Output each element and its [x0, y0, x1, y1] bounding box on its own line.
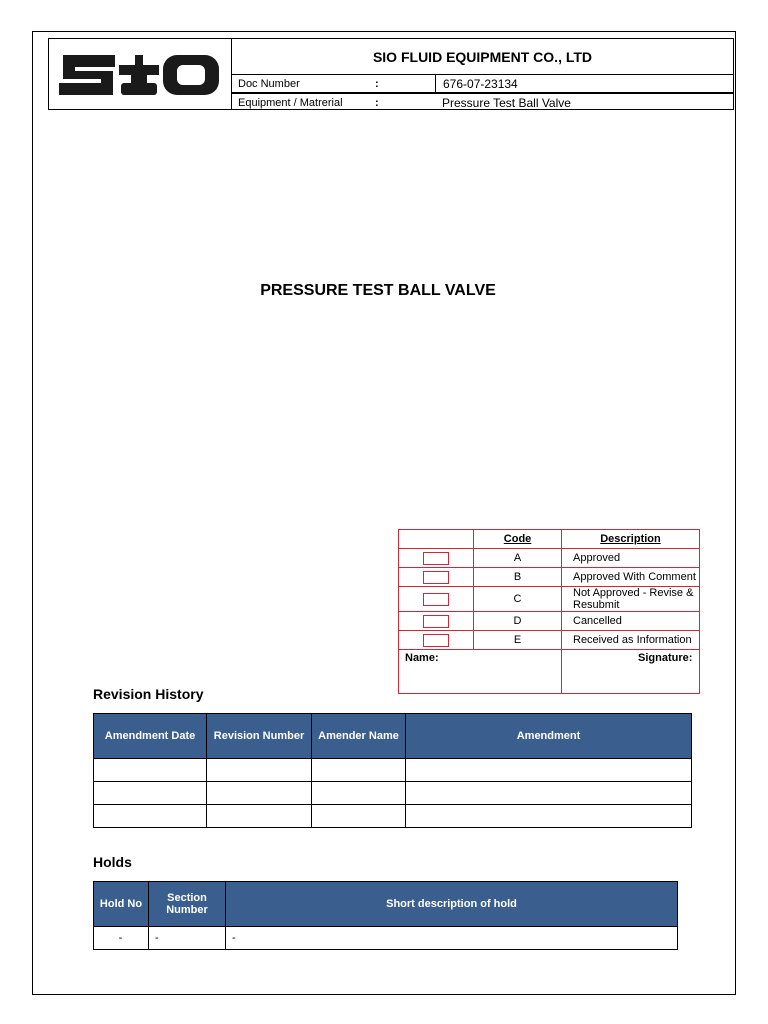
document-header: [48, 38, 734, 110]
table-cell[interactable]: [207, 805, 312, 828]
table-cell[interactable]: [312, 782, 406, 805]
code-row-a: [399, 549, 700, 568]
checkbox-e[interactable]: [399, 631, 474, 650]
checkbox-d[interactable]: [399, 612, 474, 631]
company-logo: [49, 39, 232, 109]
column-amender-name: Amender Name: [312, 714, 406, 759]
revision-history-title: Revision History: [93, 686, 204, 702]
holds-table: [93, 881, 678, 950]
code-b: B: [474, 568, 562, 587]
equipment-separator: :: [375, 96, 379, 109]
table-cell[interactable]: [406, 782, 692, 805]
checkbox-column-header: [399, 530, 474, 549]
doc-number-separator: :: [375, 77, 379, 90]
checkbox-a[interactable]: [399, 549, 474, 568]
table-cell[interactable]: [94, 805, 207, 828]
code-header: Code: [474, 530, 562, 549]
column-short-description: Short description of hold: [226, 882, 678, 927]
table-cell[interactable]: -: [149, 927, 226, 950]
code-row-b: [399, 568, 700, 587]
document-title: PRESSURE TEST BALL VALVE: [260, 282, 496, 299]
code-a: A: [474, 549, 562, 568]
sio-logo-icon: [57, 51, 221, 99]
column-amendment: Amendment: [406, 714, 692, 759]
table-cell[interactable]: [94, 782, 207, 805]
table-cell[interactable]: [406, 805, 692, 828]
signature-field[interactable]: [562, 650, 700, 694]
code-d: D: [474, 612, 562, 631]
description-header: Description: [562, 530, 700, 549]
doc-number-row: [232, 75, 733, 93]
table-cell[interactable]: [312, 759, 406, 782]
doc-number-value: 676-07-23134: [435, 75, 518, 92]
signature-label: Signature:: [638, 652, 693, 664]
column-revision-number: Revision Number: [207, 714, 312, 759]
code-e: E: [474, 631, 562, 650]
equipment-label: Equipment / Matrerial: [238, 96, 343, 109]
table-cell[interactable]: -: [226, 927, 678, 950]
description-e: Received as Information: [562, 631, 700, 650]
table-cell[interactable]: [406, 759, 692, 782]
holds-table-header: [94, 882, 678, 927]
revision-table-header: [94, 714, 692, 759]
description-d: Cancelled: [562, 612, 700, 631]
column-section-number: Section Number: [149, 882, 226, 927]
page-frame: [32, 31, 736, 995]
table-cell[interactable]: [207, 759, 312, 782]
description-b: Approved With Comment: [562, 568, 700, 587]
table-cell[interactable]: [94, 759, 207, 782]
name-label: Name:: [405, 652, 439, 664]
doc-number-label: Doc Number: [238, 77, 300, 90]
approval-code-table: [398, 529, 700, 694]
code-row-e: [399, 631, 700, 650]
checkbox-c[interactable]: [399, 587, 474, 612]
name-field[interactable]: [399, 650, 562, 694]
column-amendment-date: Amendment Date: [94, 714, 207, 759]
equipment-value: Pressure Test Ball Valve: [442, 95, 571, 110]
code-row-d: [399, 612, 700, 631]
column-hold-no: Hold No: [94, 882, 149, 927]
description-c: Not Approved - Revise & Resubmit: [562, 587, 700, 612]
table-row: [94, 782, 692, 805]
table-row: [94, 927, 678, 950]
revision-history-table: [93, 713, 692, 828]
table-row: [94, 759, 692, 782]
table-cell[interactable]: [207, 782, 312, 805]
code-c: C: [474, 587, 562, 612]
signature-row: [399, 650, 700, 694]
code-row-c: [399, 587, 700, 612]
company-name: SIO FLUID EQUIPMENT CO., LTD: [232, 39, 733, 75]
equipment-row: [232, 93, 733, 111]
table-cell[interactable]: [312, 805, 406, 828]
code-table-header: [399, 530, 700, 549]
checkbox-b[interactable]: [399, 568, 474, 587]
holds-title: Holds: [93, 854, 132, 870]
table-cell[interactable]: -: [94, 927, 149, 950]
description-a: Approved: [562, 549, 700, 568]
table-row: [94, 805, 692, 828]
